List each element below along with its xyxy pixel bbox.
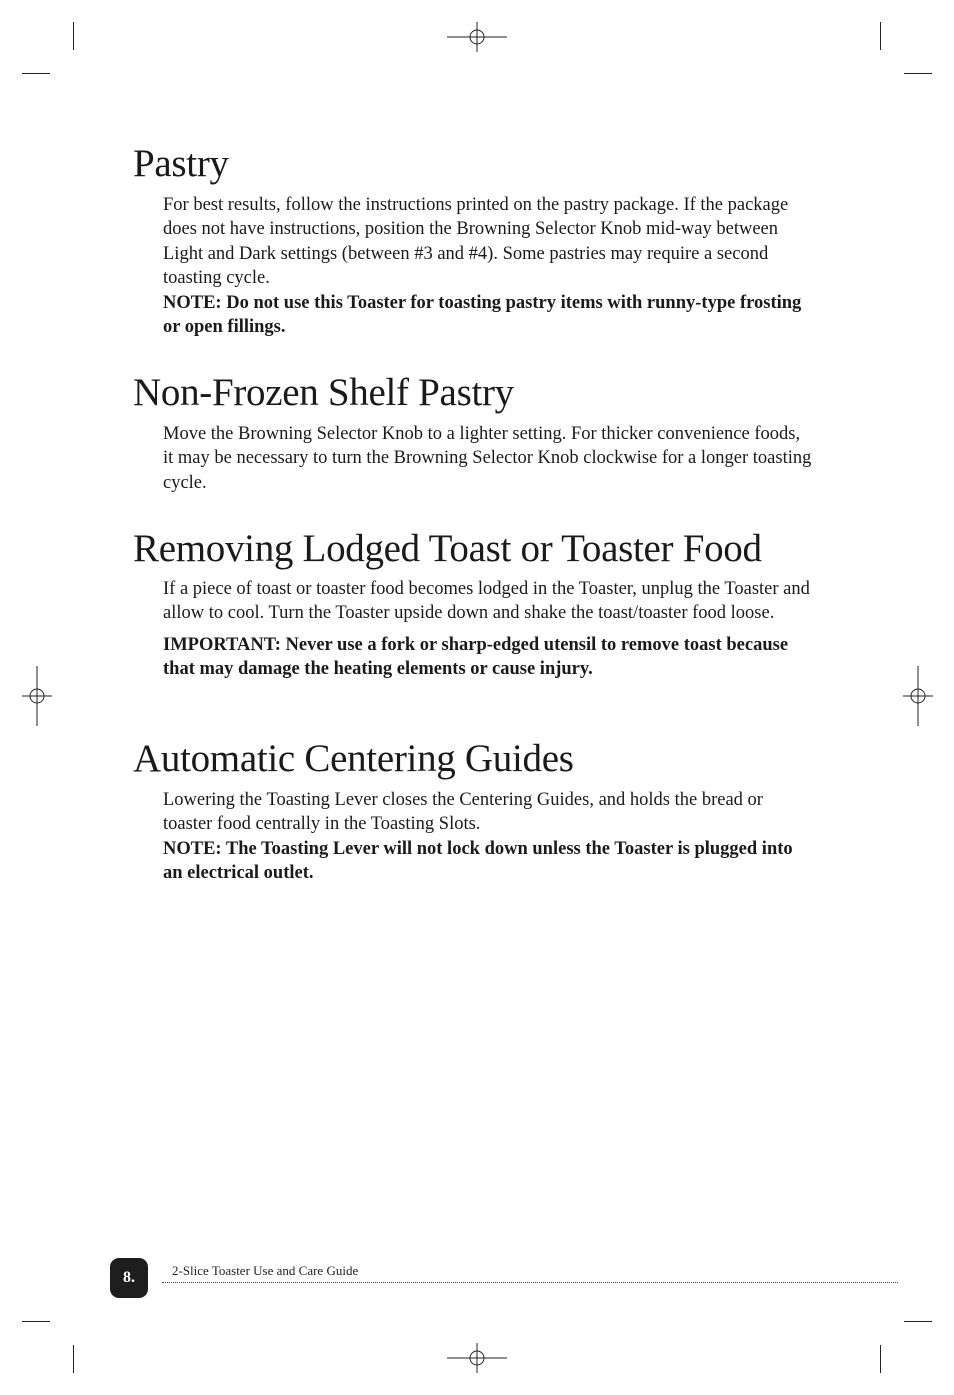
- note-text: NOTE: The Toasting Lever will not lock down unless the Toaster is plugged into an electrical outlet.: [163, 838, 793, 884]
- paragraph-spacer: [163, 626, 813, 633]
- crop-mark-top-left-vertical: [73, 22, 74, 50]
- crop-mark-bottom-right-horizontal: [904, 1321, 932, 1322]
- crop-mark-top-right-vertical: [880, 22, 881, 50]
- section-paragraph: Move the Browning Selector Knob to a lighter setting. For thicker convenience foods, it may be necessary to turn the Browning Selector Knob clockwise for a longer toasting cycle.: [163, 423, 812, 493]
- section-body: [163, 577, 813, 682]
- registration-mark-left-icon: [22, 666, 52, 726]
- section-heading: Pastry: [133, 142, 229, 185]
- section-paragraph: Lowering the Toasting Lever closes the Centering Guides, and holds the bread or toaster food centrally in the Toasting Slots.: [163, 789, 763, 835]
- section-non-frozen-shelf-pastry: [133, 371, 823, 495]
- footer-guide-title: 2-Slice Toaster Use and Care Guide: [172, 1263, 359, 1278]
- section-body: [163, 422, 813, 496]
- crop-mark-bottom-left-horizontal: [22, 1321, 50, 1322]
- note-text: NOTE: Do not use this Toaster for toasting pastry items with runny-type frosting or open fillings.: [163, 292, 802, 338]
- footer-dotted-rule: [162, 1282, 898, 1283]
- crop-mark-top-right-horizontal: [904, 73, 932, 74]
- registration-mark-bottom-icon: [447, 1343, 507, 1373]
- section-paragraph: If a piece of toast or toaster food becomes lodged in the Toaster, unplug the Toaster and allow to cool. Turn the Toaster upside down and shake the toast/toaster food loose.: [163, 578, 810, 624]
- section-pastry: [133, 142, 823, 340]
- section-paragraph: For best results, follow the instructions printed on the pastry package. If the package does not have instructions, position the Browning Selector Knob mid-way between Light and Dark settings (between #3 and #4). Some pastries may require a second toasting cycle.: [163, 194, 789, 289]
- section-removing-lodged-toast: [133, 527, 823, 682]
- section-body: [163, 193, 813, 340]
- crop-mark-top-left-horizontal: [22, 73, 50, 74]
- page-number-badge: 8.: [110, 1258, 148, 1298]
- important-text: IMPORTANT: Never use a fork or sharp-edged utensil to remove toast because that may damage the heating elements or cause injury.: [163, 634, 789, 680]
- section-body: [163, 788, 813, 886]
- crop-mark-bottom-left-vertical: [73, 1345, 74, 1373]
- registration-mark-top-icon: [447, 22, 507, 52]
- registration-mark-right-icon: [903, 666, 933, 726]
- section-heading: Automatic Centering Guides: [133, 737, 574, 780]
- section-automatic-centering-guides: [133, 737, 823, 886]
- section-heading: Removing Lodged Toast or Toaster Food: [133, 527, 762, 570]
- crop-mark-bottom-right-vertical: [880, 1345, 881, 1373]
- section-heading: Non-Frozen Shelf Pastry: [133, 371, 514, 414]
